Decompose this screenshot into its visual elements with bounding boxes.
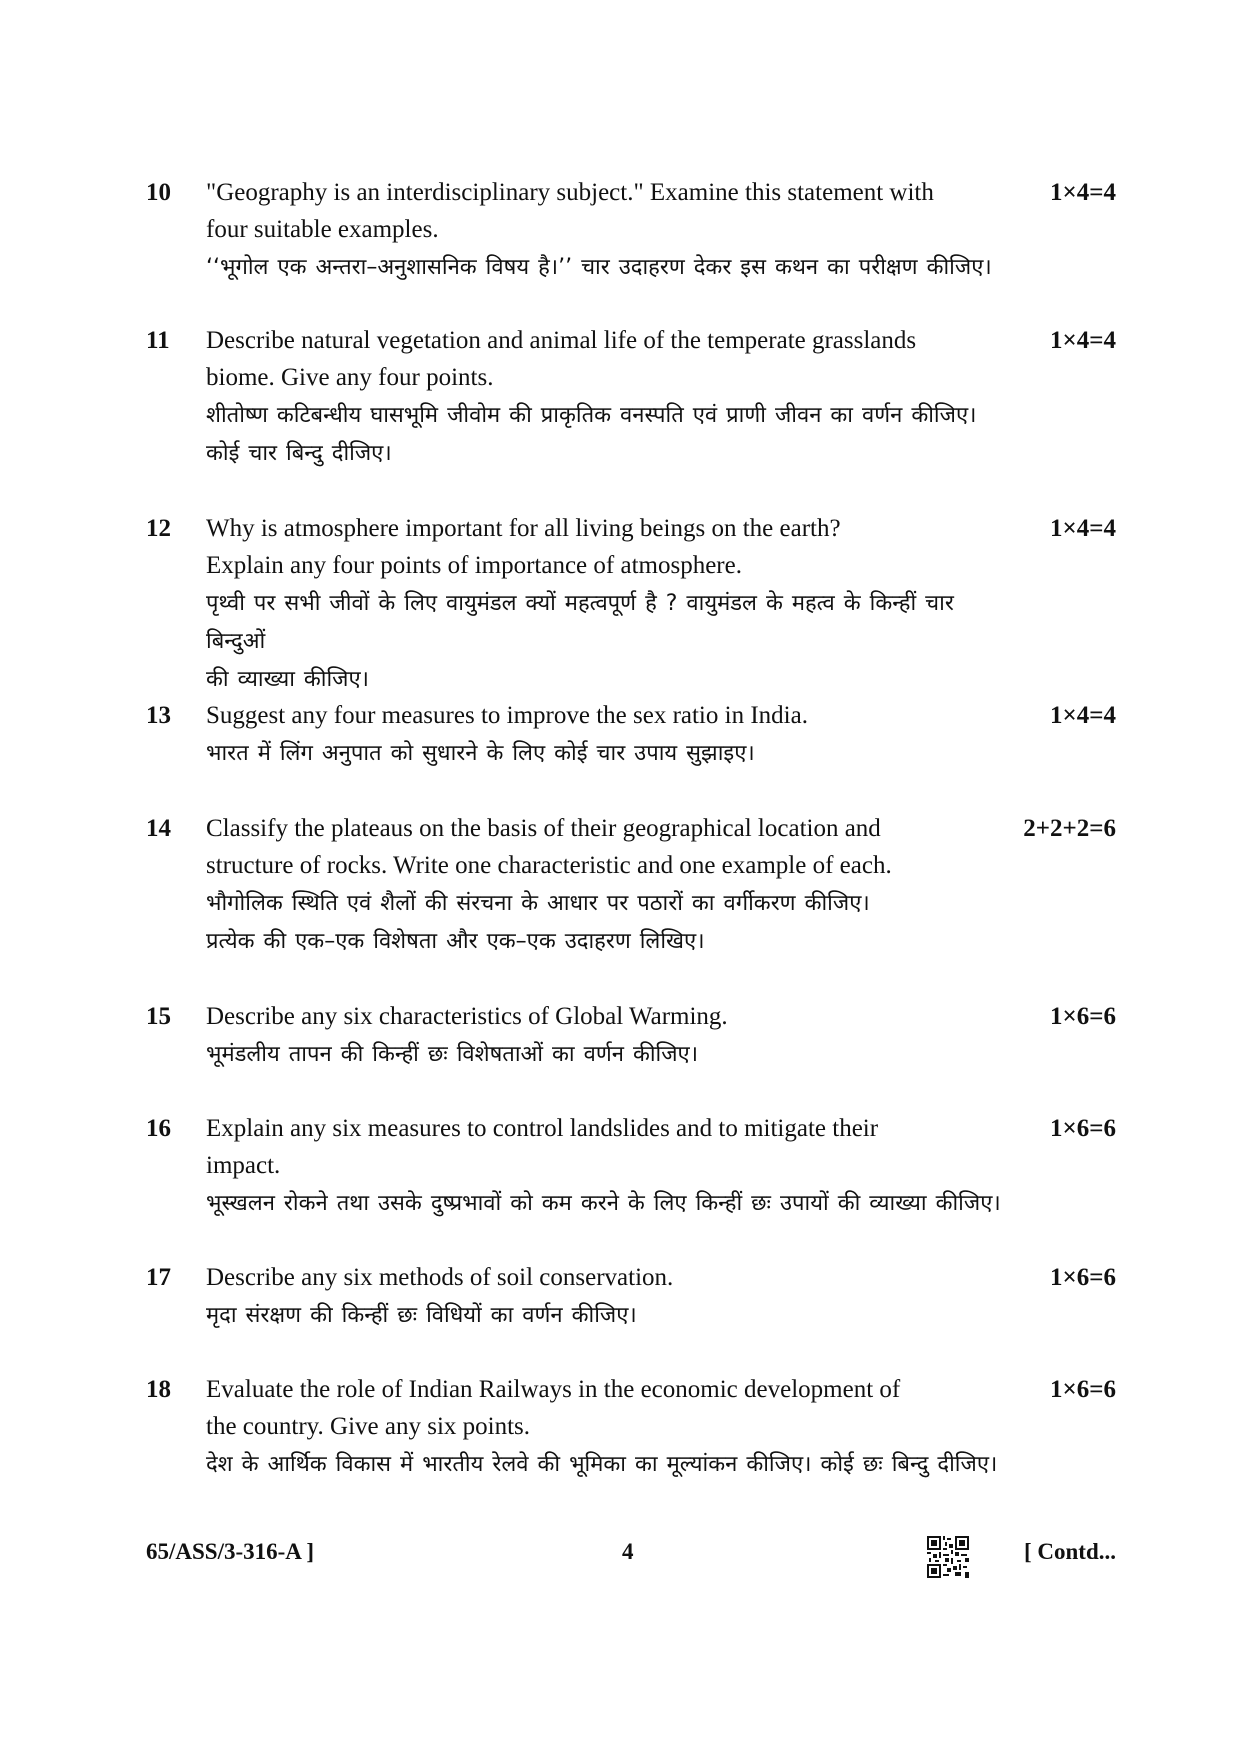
hindi-line: पृथ्वी पर सभी जीवों के लिए वायुमंडल क्यों महत्वपूर्ण है ? वायुमंडल के महत्व के किन्हीं चार बिन्दुओं — [206, 591, 954, 654]
question-marks: 1×4=4 — [1050, 327, 1116, 354]
question-body — [206, 322, 1016, 473]
english-line: impact. — [206, 1152, 281, 1179]
english-line: Explain any four points of importance of atmosphere. — [206, 552, 742, 579]
question-marks: 1×6=6 — [1050, 1264, 1116, 1291]
question-number: 11 — [146, 327, 170, 354]
qr-code-icon — [927, 1536, 969, 1578]
english-line: Suggest any four measures to improve the sex ratio in India. — [206, 702, 808, 729]
question-body — [206, 174, 1016, 287]
english-line: Why is atmosphere important for all living beings on the earth? — [206, 515, 841, 542]
hindi-line: कोई चार बिन्दु दीजिए। — [206, 441, 392, 466]
question-body — [206, 1371, 1016, 1484]
question-body — [206, 998, 1016, 1074]
english-line: Describe any six methods of soil conservation. — [206, 1264, 674, 1291]
hindi-line: की व्याख्या कीजिए। — [206, 667, 370, 692]
question-number: 18 — [146, 1376, 171, 1403]
hindi-line: मृदा संरक्षण की किन्हीं छः विधियों का वर्णन कीजिए। — [206, 1303, 637, 1328]
question-body — [206, 1110, 1016, 1223]
english-line: Classify the plateaus on the basis of their geographical location and — [206, 815, 881, 842]
question-marks: 1×4=4 — [1050, 702, 1116, 729]
question-marks: 1×6=6 — [1050, 1376, 1116, 1403]
hindi-line: ‘‘भूगोल एक अन्तरा–अनुशासनिक विषय है।’’ चार उदाहरण देकर इस कथन का परीक्षण कीजिए। — [206, 255, 992, 280]
question-body — [206, 1259, 1016, 1335]
question-number: 13 — [146, 702, 171, 729]
page-number: 4 — [622, 1539, 634, 1564]
question-number: 16 — [146, 1115, 171, 1142]
question-marks: 1×4=4 — [1050, 515, 1116, 542]
paper-code: 65/ASS/3-316-A ] — [146, 1539, 315, 1564]
question-body — [206, 510, 1016, 699]
question-marks: 1×6=6 — [1050, 1115, 1116, 1142]
question-body — [206, 810, 1016, 961]
hindi-line: शीतोष्ण कटिबन्धीय घासभूमि जीवोम की प्राकृतिक वनस्पति एवं प्राणी जीवन का वर्णन कीजिए। — [206, 403, 977, 428]
continued-label: [ Contd... — [1023, 1539, 1116, 1564]
english-line: Evaluate the role of Indian Railways in the economic development of — [206, 1376, 901, 1403]
english-line: Describe natural vegetation and animal life of the temperate grasslands — [206, 327, 917, 354]
question-number: 14 — [146, 815, 171, 842]
hindi-line: भौगोलिक स्थिति एवं शैलों की संरचना के आधार पर पठारों का वर्गीकरण कीजिए। — [206, 891, 870, 916]
hindi-line: भूमंडलीय तापन की किन्हीं छः विशेषताओं का वर्णन कीजिए। — [206, 1042, 699, 1067]
question-marks: 2+2+2=6 — [1023, 815, 1116, 842]
english-line: the country. Give any six points. — [206, 1413, 531, 1440]
question-body — [206, 697, 1016, 773]
hindi-line: भारत में लिंग अनुपात को सुधारने के लिए कोई चार उपाय सुझाइए। — [206, 741, 755, 766]
question-marks: 1×4=4 — [1050, 179, 1116, 206]
question-number: 17 — [146, 1264, 171, 1291]
hindi-line: देश के आर्थिक विकास में भारतीय रेलवे की भूमिका का मूल्यांकन कीजिए। कोई छः बिन्दु दीजिए। — [206, 1452, 998, 1477]
english-line: biome. Give any four points. — [206, 364, 494, 391]
english-line: structure of rocks. Write one characteristic and one example of each. — [206, 852, 892, 879]
question-number: 10 — [146, 179, 171, 206]
english-line: Explain any six measures to control landslides and to mitigate their — [206, 1115, 879, 1142]
english-line: "Geography is an interdisciplinary subject." Examine this statement with — [206, 179, 934, 206]
question-marks: 1×6=6 — [1050, 1003, 1116, 1030]
question-number: 12 — [146, 515, 171, 542]
page-footer — [0, 1534, 1240, 1574]
hindi-line: भूस्खलन रोकने तथा उसके दुष्प्रभावों को कम करने के लिए किन्हीं छः उपायों की व्याख्या कीजिए। — [206, 1191, 1001, 1216]
english-line: Describe any six characteristics of Global Warming. — [206, 1003, 728, 1030]
hindi-line: प्रत्येक की एक–एक विशेषता और एक–एक उदाहरण लिखिए। — [206, 929, 705, 954]
english-line: four suitable examples. — [206, 216, 439, 243]
question-number: 15 — [146, 1003, 171, 1030]
